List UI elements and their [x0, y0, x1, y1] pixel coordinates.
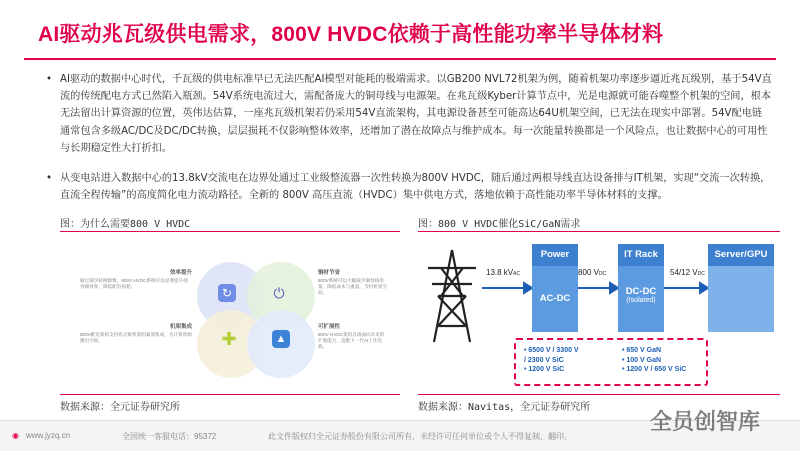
server-gpu-header: Server/GPU: [708, 244, 774, 266]
watermark: 全员创智库: [649, 409, 760, 434]
quadrant-text-1: 通过减少转换级数，800V HVDC系统可以显著提升端到端效率，降低配电损耗。: [80, 278, 188, 289]
footer-hotline: 全国统一客服电话：95372: [122, 432, 217, 441]
right-figure-diagram: [418, 236, 778, 394]
footer-website: www.jyzq.cn: [26, 431, 71, 440]
bullet-marker: •: [46, 173, 53, 184]
right-caption-rule: [418, 231, 780, 232]
bullet-marker: •: [46, 74, 53, 85]
left-caption-rule: [60, 231, 400, 232]
page-title: AI驱动兆瓦级供电需求，800V HVDC依赖于高性能功率半导体材料: [38, 23, 664, 46]
footer-copyright: 此文件版权归全元证券股份有限公司所有，未经许可任何单位或个人不得复制、翻印。: [268, 432, 572, 441]
dc-dc-specs: • 650 V GaN • 100 V GaN • 1200 V / 650 V SiC: [622, 347, 687, 373]
quadrant-heading-3: 机架集成: [170, 324, 193, 330]
input-voltage-label: 13.8 kVAC: [486, 268, 521, 277]
puzzle-icon: ✚: [221, 329, 237, 349]
left-figure-source: 数据来源：全元证券研究所: [60, 402, 180, 413]
bullet-text: 从变电站进入数据中心的13.8kV交流电在边界处通过工业级整流器一次性转换为800V HVDC，随后通过两根导线直达设备排与IT机架，实现“交流一次转换，直流全程传输”的高度简化电力流动路径。全新的 800V 高压直流（HVDC）集中供电方式，落地依赖于高性能功率半导体材料的支撑。: [60, 173, 771, 202]
ac-dc-block: AC-DC: [532, 266, 578, 332]
stage2-voltage-label: 54/12 VDC: [670, 268, 705, 277]
right-source-rule: [418, 394, 780, 395]
ac-dc-specs: • 6500 V / 3300 V / 2300 V SiC • 1200 V SiC: [524, 347, 579, 373]
dc-dc-sublabel: (Isolated): [626, 297, 656, 304]
plug-icon: ⏻: [273, 285, 285, 301]
footer-logo-icon: ◉: [12, 431, 19, 440]
power-room-header: Power: [532, 244, 578, 266]
dc-dc-block: [618, 266, 664, 332]
left-source-rule: [60, 394, 400, 395]
bullet-paragraph-1: [46, 71, 772, 157]
refresh-icon: ↻: [218, 284, 236, 302]
left-figure-caption: 图：为什么需要800 V HVDC: [60, 219, 191, 230]
right-figure-caption: 图：800 V HVDC催化SiC/GaN需求: [418, 219, 581, 230]
dc-dc-label: DC-DC: [625, 286, 657, 297]
quadrant-text-4: 800V HVDC架构具备面向未来的扩展能力，适配下一代AI工作负载。: [318, 332, 385, 349]
left-figure-diagram: [60, 236, 390, 394]
bullet-paragraph-2: [46, 170, 772, 204]
bullet-text: AI驱动的数据中心时代，千瓦级的供电标准早已无法匹配AI模型对能耗的极端需求。以GB200 NVL72机架为例，随着机架功率逐步逼近兆瓦级别，基于54V直流的传统配电方式已然陷入瓶颈。54V系统电流过大，需配备庞大的铜母线与电源架。在兆瓦级Kyber计算节点中，光是电源就可能吞噬整个机架的空间，根本无法留出计算资源的位置，英伟达估算，一座兆瓦级机架若仍采用54V直流架构，其电源设备甚至可能高达64U机架空间，已无法在现实中部署。54V配电链通常包含多级AC/DC及DC/DC转换，层层损耗不仅影响整体效率，还增加了潜在故障点与维护成本。每一次能量转换都是一个风险点，也让数据中心的可用性与长期稳定性大打折扣。: [60, 74, 772, 154]
title-divider: [24, 58, 776, 60]
quadrant-heading-2: 铜材节省: [318, 270, 341, 276]
stage1-voltage-label: 800 VDC: [578, 268, 607, 277]
quadrant-text-2: 800V系统可以大幅减少铜母线用量，降低成本与重量，节约机架空间。: [318, 278, 387, 295]
server-gpu-block: [708, 266, 774, 332]
quadrant-heading-4: 可扩展性: [318, 324, 341, 330]
quadrant-text-3: 800V配电架构支持兆瓦级机架的紧凑集成，为计算资源腾出空间。: [80, 332, 192, 343]
quadrant-heading-1: 效率提升: [170, 270, 193, 276]
chart-icon: ▲: [272, 330, 290, 348]
it-rack-header: IT Rack: [618, 244, 664, 266]
right-figure-source: 数据来源：Navitas，全元证券研究所: [418, 402, 591, 413]
